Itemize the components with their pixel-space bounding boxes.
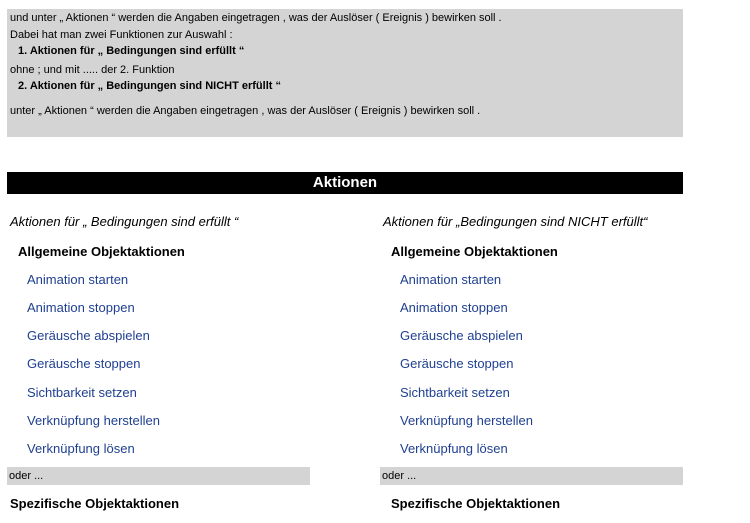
action-animation-starten[interactable]: Animation starten: [27, 272, 129, 287]
action-animation-stoppen[interactable]: Animation stoppen: [400, 300, 508, 315]
info-line-4: unter „ Aktionen “ werden die Angaben eingetragen , was der Auslöser ( Ereignis ) bewirken soll .: [10, 105, 481, 117]
action-animation-stoppen[interactable]: Animation stoppen: [27, 300, 135, 315]
info-line-1: und unter „ Aktionen “ werden die Angaben eingetragen , was der Auslöser ( Ereignis ) bewirken soll .: [10, 12, 502, 24]
oder-row: oder ...: [7, 467, 310, 485]
action-verknuepfung-herstellen[interactable]: Verknüpfung herstellen: [400, 413, 533, 428]
action-geraeusche-abspielen[interactable]: Geräusche abspielen: [400, 328, 523, 343]
info-line-2: Dabei hat man zwei Funktionen zur Auswahl :: [10, 29, 233, 41]
action-sichtbarkeit-setzen[interactable]: Sichtbarkeit setzen: [400, 385, 510, 400]
action-animation-starten[interactable]: Animation starten: [400, 272, 502, 287]
action-verknuepfung-loesen[interactable]: Verknüpfung lösen: [27, 441, 135, 456]
specific-actions-heading: Spezifische Objektaktionen: [391, 496, 561, 511]
oder-row: oder ...: [380, 467, 683, 485]
action-geraeusche-abspielen[interactable]: Geräusche abspielen: [27, 328, 150, 343]
info-panel: [7, 9, 683, 137]
info-item-1: 1. Aktionen für „ Bedingungen sind erfüllt “: [18, 45, 245, 57]
info-line-3: ohne ; und mit ..... der 2. Funktion: [10, 64, 175, 76]
column-heading: Aktionen für „Bedingungen sind NICHT erfüllt“: [383, 214, 648, 229]
action-verknuepfung-herstellen[interactable]: Verknüpfung herstellen: [27, 413, 160, 428]
section-title-bar: Aktionen: [7, 172, 683, 194]
specific-actions-heading: Spezifische Objektaktionen: [10, 496, 180, 511]
action-geraeusche-stoppen[interactable]: Geräusche stoppen: [27, 356, 141, 371]
action-sichtbarkeit-setzen[interactable]: Sichtbarkeit setzen: [27, 385, 137, 400]
group-heading: Allgemeine Objektaktionen: [391, 244, 558, 259]
action-geraeusche-stoppen[interactable]: Geräusche stoppen: [400, 356, 514, 371]
column-heading: Aktionen für „ Bedingungen sind erfüllt “: [10, 214, 239, 229]
info-item-2: 2. Aktionen für „ Bedingungen sind NICHT erfüllt “: [18, 80, 281, 92]
action-verknuepfung-loesen[interactable]: Verknüpfung lösen: [400, 441, 508, 456]
group-heading: Allgemeine Objektaktionen: [18, 244, 185, 259]
